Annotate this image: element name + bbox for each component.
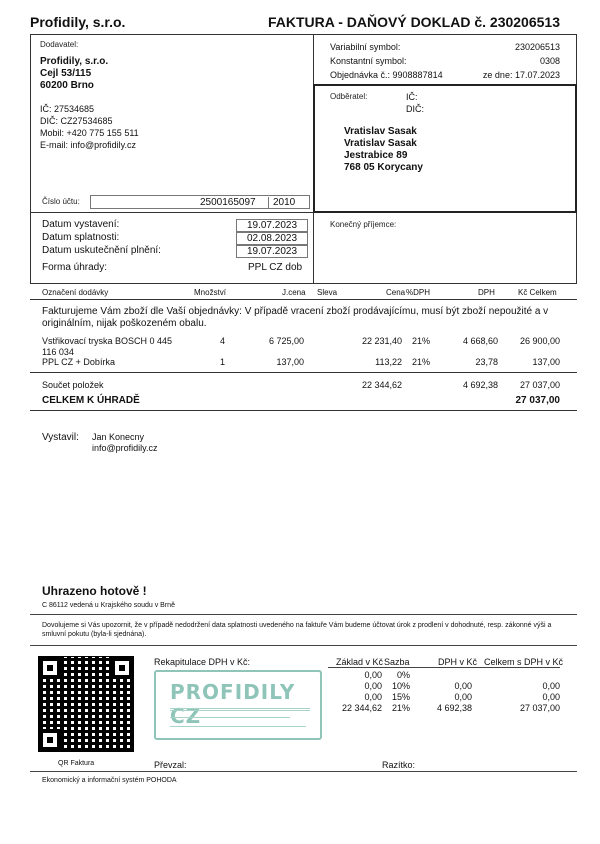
date-issued-label: Datum vystavení: [42, 219, 120, 230]
item-1-name-2: 116 034 [42, 347, 74, 357]
account-separator [30, 212, 314, 213]
col-rate: %DPH [406, 288, 431, 297]
qr-code [38, 656, 134, 752]
item-1-vat: 4 668,60 [462, 336, 498, 346]
col-qty: Množství [194, 288, 227, 297]
item-2-price: 113,22 [375, 357, 402, 367]
var-symbol-label: Variabilní symbol: [330, 42, 401, 52]
sum-total: 27 037,00 [519, 380, 560, 390]
recap-label: Rekapitulace DPH v Kč: [154, 657, 251, 667]
item-1-rate: 21% [412, 336, 431, 346]
customer-city: 768 05 Korycany [344, 162, 423, 173]
recap-row-2-total: 0,00 [542, 681, 560, 691]
recap-row-2-rate: 10% [391, 681, 410, 691]
supplier-dic: DIČ: CZ27534685 [40, 116, 113, 126]
recap-row-1-base: 0,00 [364, 670, 382, 680]
recap-row-2-base: 0,00 [364, 681, 382, 691]
col-name: Označení dodávky [42, 288, 109, 297]
customer-ic: IČ: [406, 92, 418, 102]
customer-name-2: Vratislav Sasak [344, 138, 417, 149]
account-label: Číslo účtu: [42, 197, 80, 206]
notice-rule [30, 614, 577, 615]
recap-row-4-rate: 21% [391, 703, 410, 713]
date-taxable-label: Datum uskutečnění plnění: [42, 245, 161, 256]
company-stamp [154, 670, 322, 740]
item-2-qty: 1 [220, 357, 226, 367]
recap-col-base: Základ v Kč [336, 657, 384, 667]
item-2-name: PPL CZ + Dobírka [42, 357, 115, 367]
customer-dic: DIČ: [406, 104, 424, 114]
var-symbol-value: 230206513 [514, 42, 560, 52]
payment-method: PPL CZ dob [248, 262, 303, 273]
col-total: Kč Celkem [518, 288, 557, 297]
stamp-line-1 [170, 708, 310, 711]
supplier-street: Cejl 53/115 [40, 68, 92, 79]
final-recipient-label: Konečný příjemce: [330, 220, 397, 229]
date-due: 02.08.2023 [236, 232, 308, 245]
customer-street: Jestrabice 89 [344, 150, 408, 161]
grand-total: 27 037,00 [515, 395, 560, 406]
total-rule [30, 410, 577, 411]
recap-row-3-rate: 15% [391, 692, 410, 702]
konst-symbol-value: 0308 [539, 56, 560, 66]
supplier-name: Profidily, s.r.o. [40, 56, 109, 67]
recap-row-2-vat: 0,00 [454, 681, 472, 691]
item-1-name: Vstřikovací tryska BOSCH 0 445 [42, 336, 173, 346]
recap-header-rule [328, 667, 560, 668]
item-1-price: 22 231,40 [361, 336, 402, 346]
item-1-unit: 6 725,00 [268, 336, 304, 346]
issuer-email: info@profidily.cz [92, 443, 158, 453]
col-vat: DPH [478, 288, 495, 297]
item-1-qty: 4 [220, 336, 226, 346]
col-unit: J.cena [282, 288, 306, 297]
date-taxable: 19.07.2023 [236, 245, 308, 258]
supplier-city: 60200 Brno [40, 80, 94, 91]
account-bank: 2010 [268, 197, 295, 208]
late-payment-notice: Dovolujeme si Vás upozornit, že v případě nedodržení data splatnosti uvedeného na faktuře Vám budeme účtovat úrok z prodlení v dohodnuté, resp. zákonné výši a smluvní pokutu (byla-li sjednána). [42, 622, 552, 638]
issuer-name: Jan Konecny [92, 432, 145, 442]
table-header-rule [30, 299, 577, 300]
date-due-label: Datum splatnosti: [42, 232, 120, 243]
col-price: Cena [386, 288, 406, 297]
date-issued: 19.07.2023 [236, 219, 308, 232]
supplier-mobile: Mobil: +420 775 155 511 [40, 128, 139, 138]
order-number: Objednávka č.: 9908887814 [330, 70, 443, 80]
qr-finder-top-left [39, 657, 61, 679]
customer-name-1: Vratislav Sasak [344, 126, 417, 137]
registry-note: C 86112 vedená u Krajského soudu v Brně [42, 602, 175, 609]
qr-label: QR Faktura [58, 760, 95, 767]
recap-col-rate: Sazba [384, 657, 410, 667]
sum-vat: 4 692,38 [462, 380, 498, 390]
invoice-title: FAKTURA - DAŇOVÝ DOKLAD č. 230206513 [267, 14, 560, 30]
recap-col-vat: DPH v Kč [438, 657, 478, 667]
recap-row-1-rate: 0% [396, 670, 410, 680]
item-2-total: 137,00 [532, 357, 560, 367]
qr-finder-top-right [111, 657, 133, 679]
sum-label: Součet položek [42, 380, 104, 390]
footer-rule [30, 771, 577, 772]
issuer-label: Vystavil: [42, 432, 79, 443]
payment-label: Forma úhrady: [42, 262, 108, 273]
account-number: 2500165097 [200, 197, 256, 208]
company-name: Profidily, s.r.o. [30, 14, 126, 30]
recap-row-4-vat: 4 692,38 [436, 703, 472, 713]
items-rule [30, 372, 577, 373]
konst-symbol-label: Konstantní symbol: [330, 56, 407, 66]
recap-row-3-vat: 0,00 [454, 692, 472, 702]
col-discount: Sleva [317, 288, 338, 297]
received-label: Převzal: [154, 760, 187, 770]
item-1-total: 26 900,00 [519, 336, 560, 346]
sum-price: 22 344,62 [361, 380, 402, 390]
item-2-vat: 23,78 [475, 357, 498, 367]
recap-rule [30, 645, 577, 646]
recap-row-4-base: 22 344,62 [341, 703, 382, 713]
supplier-ic: IČ: 27534685 [40, 104, 95, 114]
grand-total-label: CELKEM K ÚHRADĚ [42, 395, 140, 406]
stamp-line-2 [170, 717, 290, 720]
paid-status: Uhrazeno hotově ! [42, 584, 147, 598]
supplier-label: Dodavatel: [40, 40, 79, 49]
system-note: Ekonomický a informační systém POHODA [42, 777, 177, 784]
item-2-unit: 137,00 [276, 357, 304, 367]
customer-label: Odběratel: [330, 92, 368, 101]
qr-finder-bottom-left [39, 729, 61, 751]
order-date: ze dne: 17.07.2023 [482, 70, 560, 80]
item-2-rate: 21% [412, 357, 431, 367]
recap-col-total: Celkem s DPH v Kč [484, 657, 564, 667]
supplier-email: E-mail: info@profidily.cz [40, 140, 136, 150]
seal-label: Razítko: [382, 760, 416, 770]
recap-row-3-base: 0,00 [364, 692, 382, 702]
stamp-line-3 [170, 726, 306, 729]
stamp-brand: PROFIDILY CZ [170, 680, 296, 728]
invoice-intro: Fakturujeme Vám zboží dle Vaší objednávky: V případě vracení zboží prodávajícímu, musí být zboží nepoužité a v originálním, nijak poškozeném obalu. [42, 306, 549, 329]
recap-row-3-total: 0,00 [542, 692, 560, 702]
recap-row-4-total: 27 037,00 [519, 703, 560, 713]
